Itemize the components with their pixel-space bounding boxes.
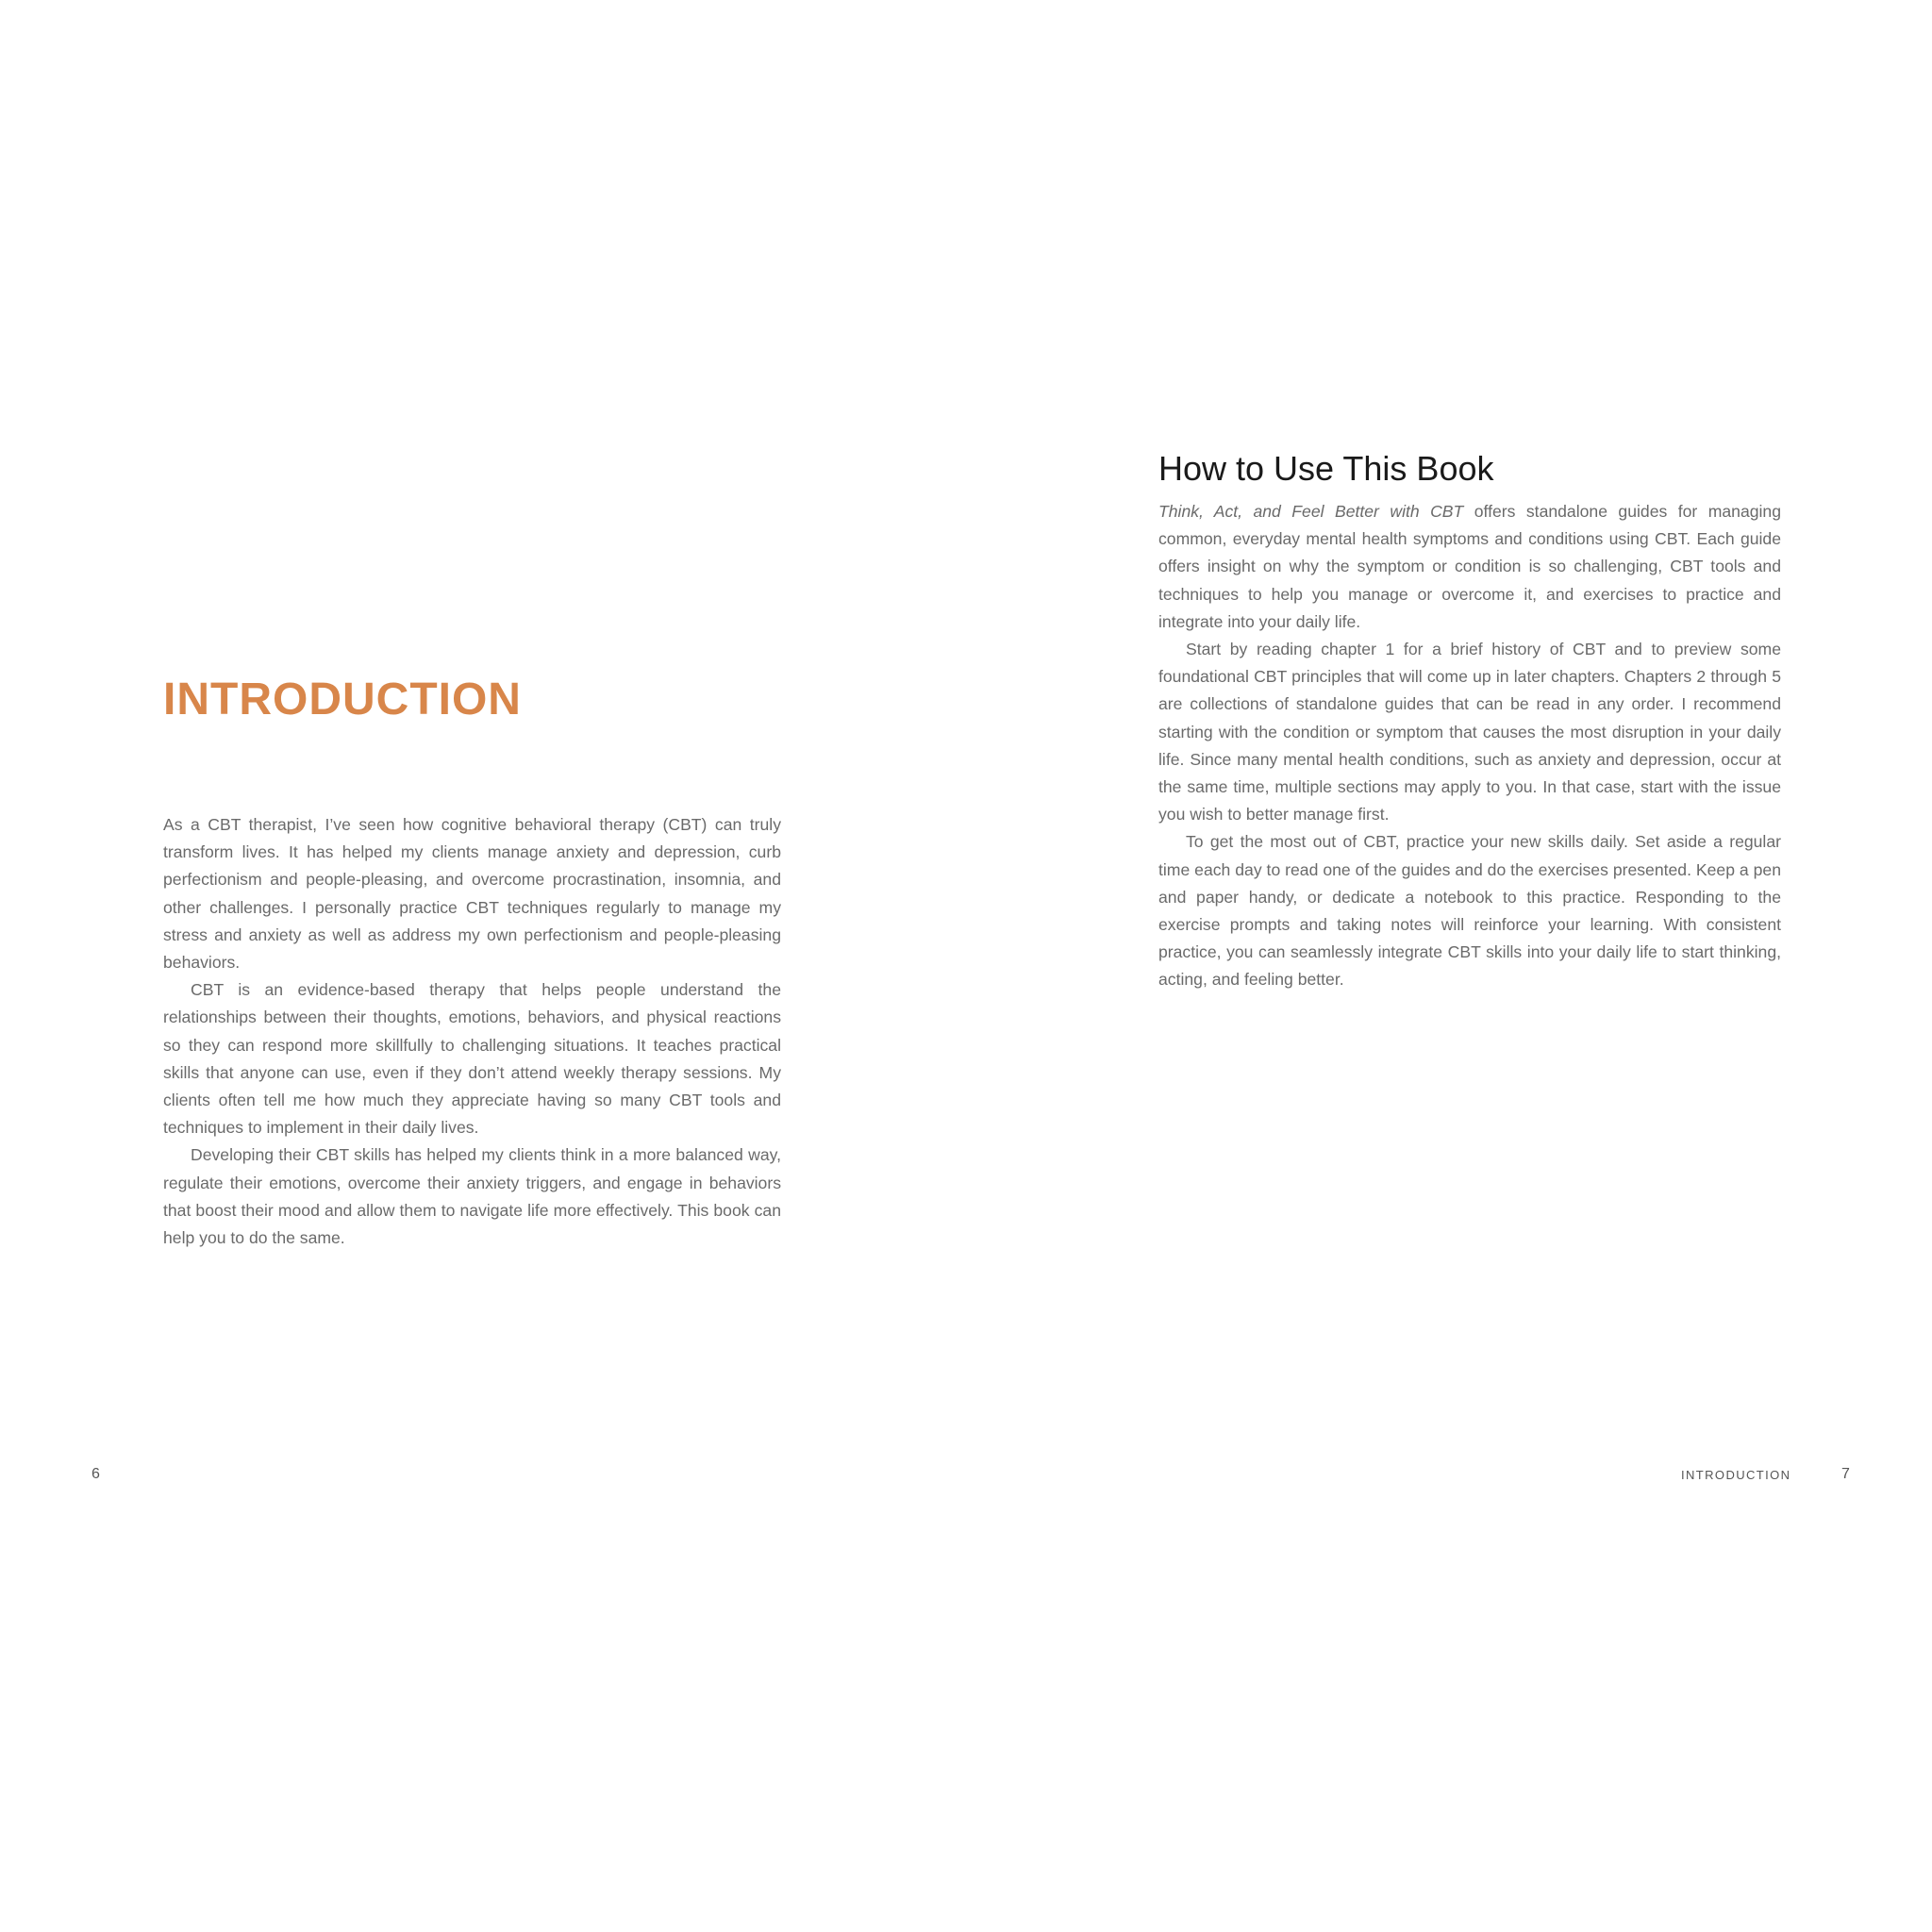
chapter-title: INTRODUCTION	[163, 675, 522, 724]
page-number-left: 6	[92, 1466, 100, 1482]
how-to-use-body	[1158, 498, 1781, 994]
section-heading: How to Use This Book	[1158, 449, 1494, 488]
usage-paragraph-1-text: offers standalone guides for managing common, everyday mental health symptoms and conditions using CBT. Each guide offers insight on why the symptom or condition is so challenging, CBT tools and techniques to help you manage or overcome it, and exercises to practice and integrate into your daily life.	[1158, 502, 1781, 631]
usage-paragraph-3: To get the most out of CBT, practice your new skills daily. Set aside a regular time each day to read one of the guides and do the exercises presented. Keep a pen and paper handy, or dedicate a notebook to this practice. Responding to the exercise prompts and taking notes will reinforce your learning. With consistent practice, you can seamlessly integrate CBT skills into your daily life to start thinking, acting, and feeling better.	[1158, 832, 1781, 990]
page-number-right: 7	[1841, 1466, 1850, 1482]
usage-paragraph-1	[1158, 498, 1781, 636]
introduction-body	[163, 811, 781, 1252]
usage-paragraph-2: Start by reading chapter 1 for a brief history of CBT and to preview some foundational CBT principles that will come up in later chapters. Chapters 2 through 5 are collections of standalone guides that can be read in any order. I recommend starting with the condition or symptom that causes the most disruption in your daily life. Since many mental health conditions, such as anxiety and depression, occur at the same time, multiple sections may apply to you. In that case, start with the issue you wish to better manage first.	[1158, 640, 1781, 824]
intro-paragraph-1: As a CBT therapist, I’ve seen how cognitive behavioral therapy (CBT) can truly transform lives. It has helped my clients manage anxiety and depression, curb perfectionism and people-pleasing, and overcome procrastination, insomnia, and other challenges. I personally practice CBT techniques regularly to manage my stress and anxiety as well as address my own perfectionism and people-pleasing behaviors.	[163, 815, 781, 973]
book-title-italic: Think, Act, and Feel Better with CBT	[1158, 502, 1464, 521]
intro-paragraph-3: Developing their CBT skills has helped my clients think in a more balanced way, regulate their emotions, overcome their anxiety triggers, and engage in behaviors that boost their mood and allow them to navigate life more effectively. This book can help you to do the same.	[163, 1145, 781, 1248]
running-head: INTRODUCTION	[1681, 1468, 1791, 1482]
intro-paragraph-2: CBT is an evidence-based therapy that helps people understand the relationships between their thoughts, emotions, behaviors, and physical reactions so they can respond more skillfully to challenging situations. It teaches practical skills that anyone can use, even if they don’t attend weekly therapy sessions. My clients often tell me how much they appreciate having so many CBT tools and techniques to implement in their daily lives.	[163, 980, 781, 1138]
